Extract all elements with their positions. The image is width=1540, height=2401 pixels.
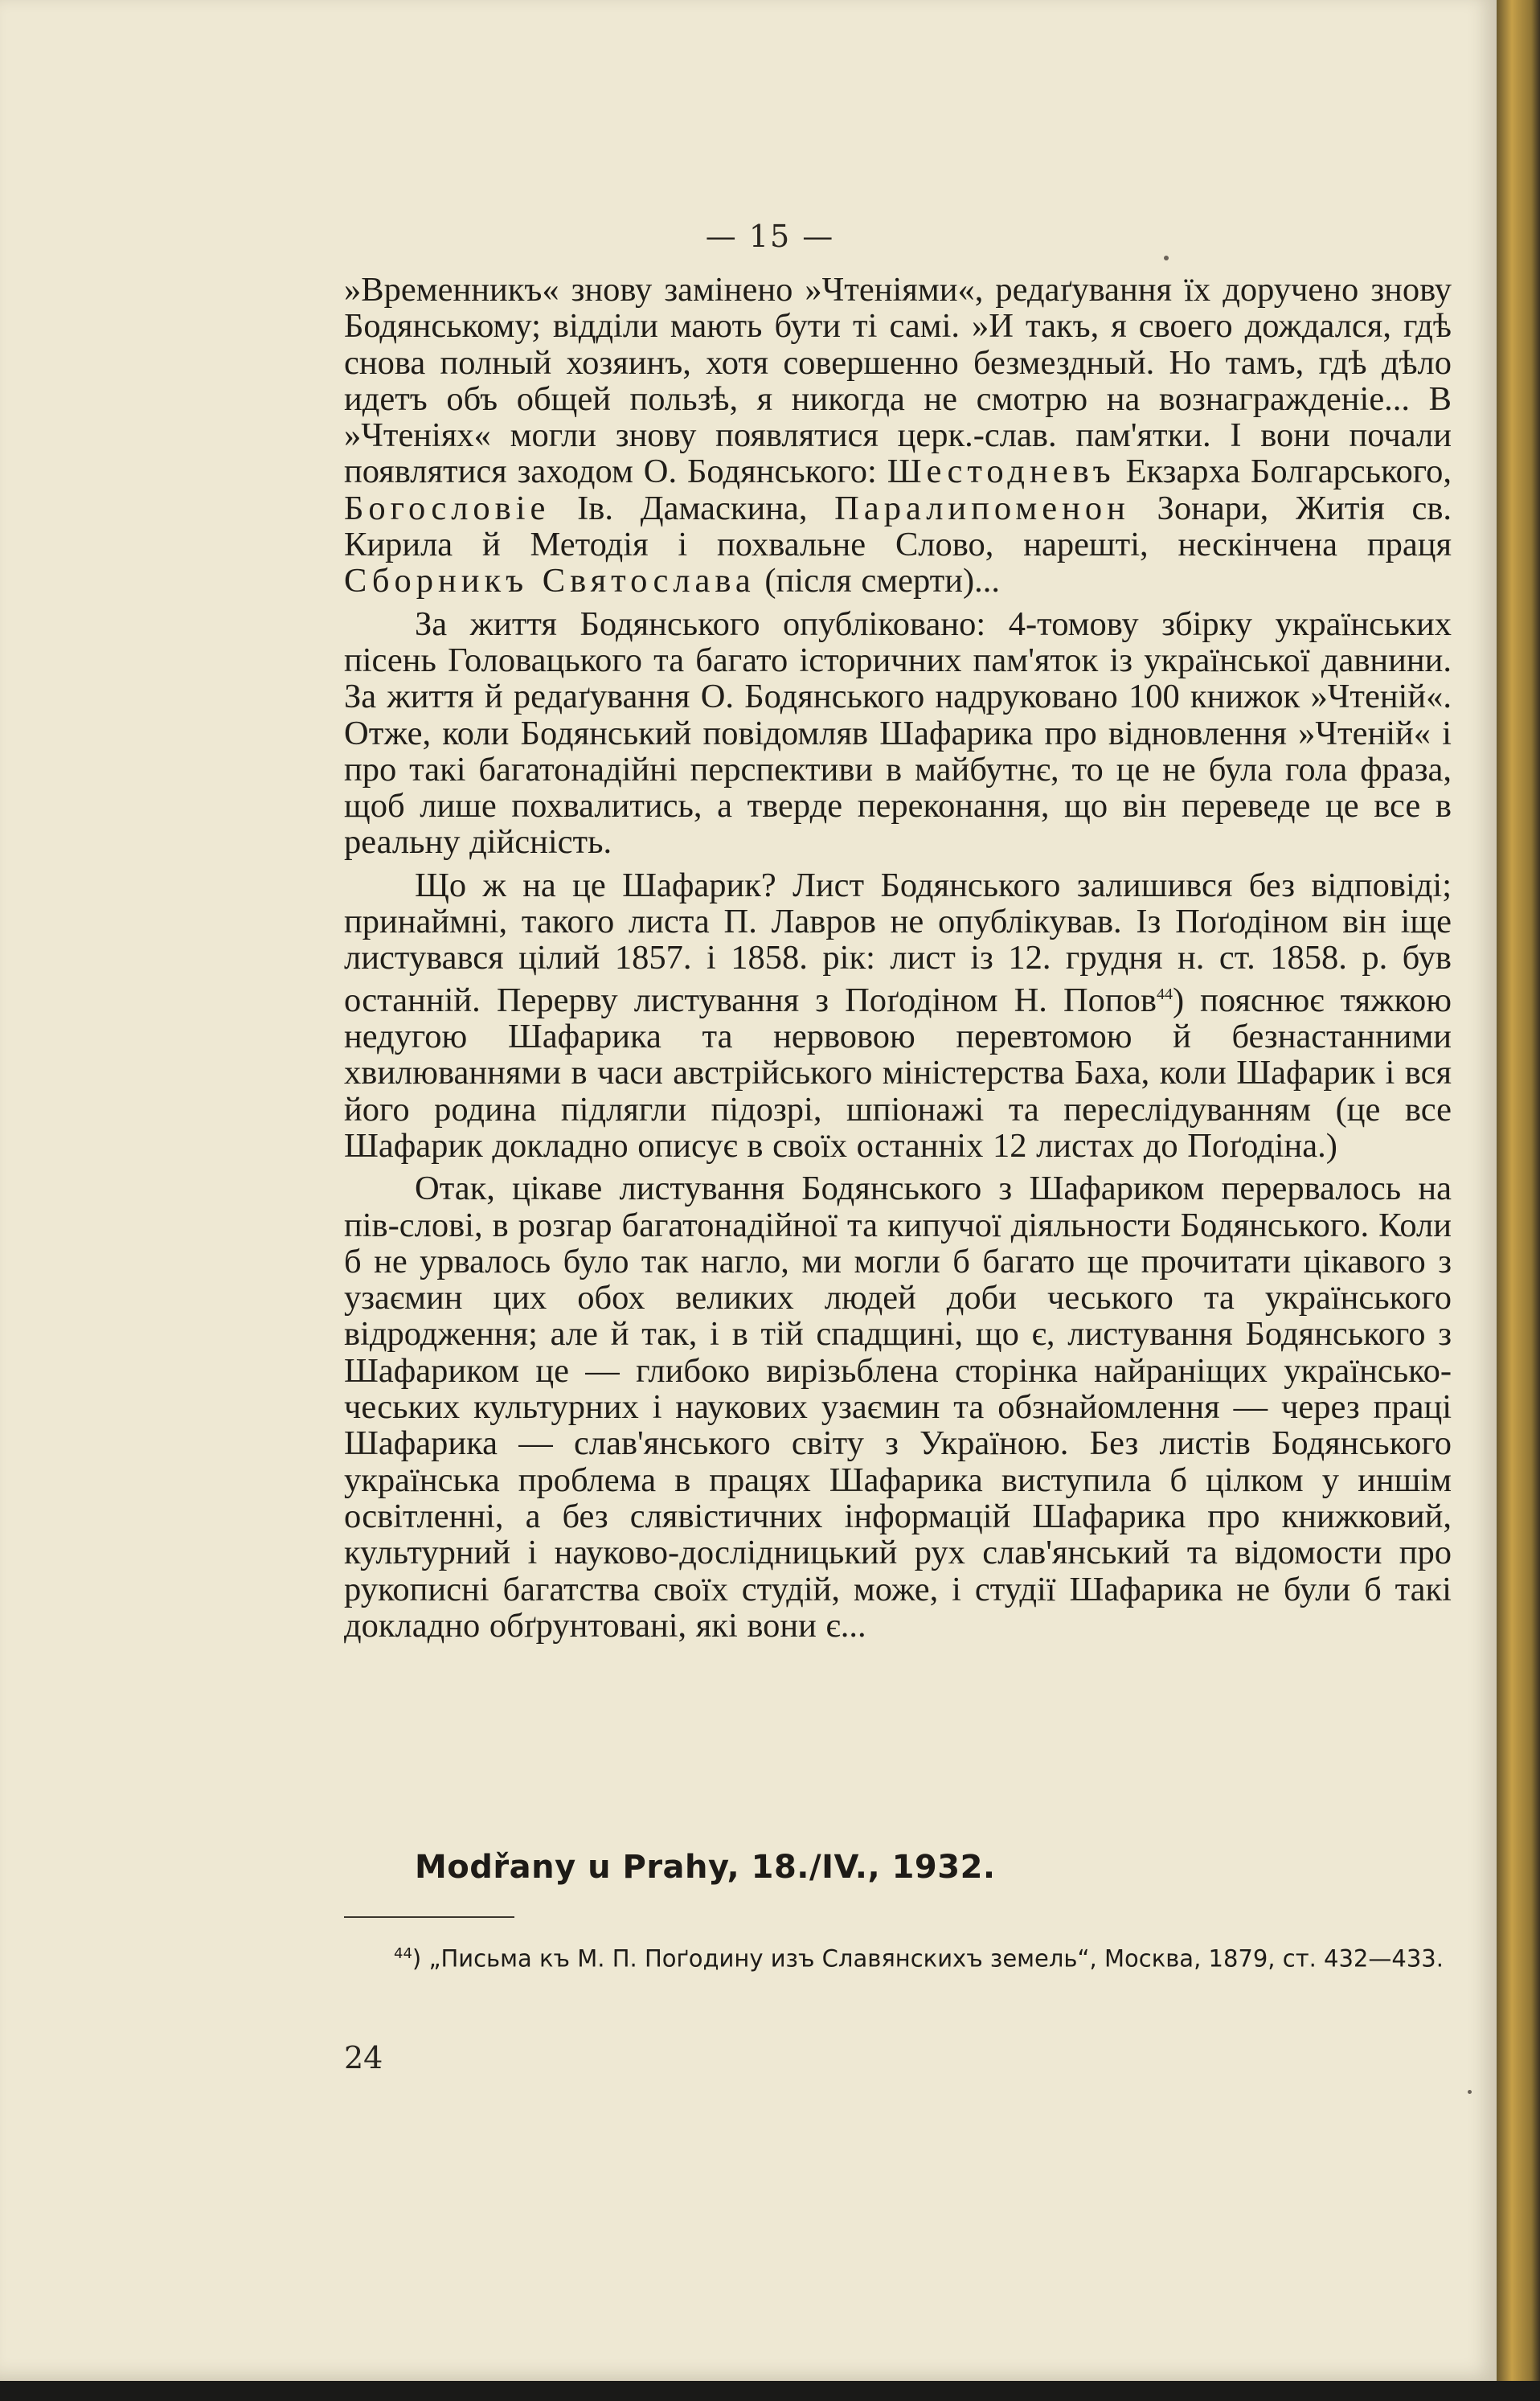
place-date-signature: Modřany u Prahy, 18./IV., 1932. — [415, 1849, 996, 1886]
page-number: — 15 — — [705, 219, 835, 254]
paragraph-1-text: »Временникъ« знову замінено »Чтеніями«, редаґування їх доручено знову Бодянському; відділи мають бути ті самі. »И такъ, я своего дождался, гдѣ снова полный хозяинъ, хотя совершенно безмездный. Но тамъ, гдѣ дѣло идетъ объ общей пользѣ, я никогда не смотрю на вознагражденіе... В »Чтеніях« могли знову появлятися церк.-слав. пам'ятки. І вони почали появлятися заходом О. Бодянського: — [344, 271, 1452, 491]
paragraph-2: За життя Бодянського опубліковано: 4-томову збірку українських пісень Головацького та багато історичних пам'яток із української давнини. За життя й редаґування О. Бодянського надруковано 100 книжок »Чтеній«. Отже, коли Бодянський повідомляв Шафарика про відновлення »Чтеній« і про такі багатонадійні перспективи в майбутнє, то це не була гола фраза, щоб лише похвалитись, а тверде переконання, що він переведе це все в реальну дійсність. — [344, 604, 1452, 862]
work-title-bogoslovie: Богословіе — [344, 489, 551, 527]
paragraph-3 — [344, 867, 1452, 1165]
main-text — [344, 272, 1452, 1650]
footnote-marker: 44 — [394, 1945, 412, 1962]
paragraph-3-text: ) пояснює тяжкою недугою Шафарика та нервовою перевтомою й безнастанними хвилюваннями в часи австрійського міністерства Баха, коли Шафарик і вся його родина підлягли підозрі, шпіонажі та переслідуванням (це все Шафарик докладно описує в своїх останніх 12 листах до Поґодіна.) — [344, 981, 1452, 1165]
book-spine-edge — [1497, 0, 1540, 2401]
paragraph-1-text: Екзарха Болгарського, — [1115, 453, 1452, 491]
footnote-reference-44: 44 — [1156, 985, 1173, 1003]
paragraph-3-text: Що ж на це Шафарик? Лист Бодянського залишився без відповіді; принаймні, такого листа П. Лавров не опублікував. Із Поґодіном він іще листувався цілий 1857. і 1858. рік: лист із 12. грудня н. ст. 1858. р. був останній. Перерву листування з Поґодіном Н. Попов — [344, 866, 1452, 1019]
speck-mark — [1468, 2090, 1472, 2094]
printer-signature-number: 24 — [344, 2040, 383, 2075]
paragraph-1-text: (після смерти)... — [755, 562, 1000, 600]
work-title-shestodnev: Шестодневъ — [887, 453, 1116, 491]
paragraph-1 — [344, 272, 1452, 600]
footnote-text: ) „Письма къ М. П. Поґодину изъ Славянскихъ земель“, Москва, 1879, ст. 432—433. — [412, 1944, 1444, 1973]
work-title-sbornik: Сборникъ Святослава — [344, 562, 756, 600]
footnote-divider — [344, 1916, 514, 1918]
paragraph-1-text: Ів. Дамаскина, — [550, 489, 835, 527]
paragraph-4: Отак, цікаве листування Бодянського з Шафариком перервалось на пів-слові, в розгар багатонадійної та кипучої діяльности Бодянського. Коли б не урвалось було так нагло, ми могли б багато ще прочитати цікавого з узаємин цих обох великих людей доби чеського та українського відродження; але й так, і в тій спадщині, що є, листування Бодянського з Шафариком це — глибоко вирізьблена сторінка найраніщих українсько-чеських культурних і наукових узаємин та обзнайомлення — через праці Шафарика — слав'янського світу з Україною. Без листів Бодянського українська проблема в працях Шафарика виступила б цілком у иншім освітленні, а без слявістичних інформацій Шафарика про книжковий, культурний і науково-дослідницький рух слав'янський та відомости про рукописні багатства своїх студій, може, і студії Шафарика не були б такі докладно обґрунтовані, які вони є... — [344, 1170, 1452, 1645]
paragraph-1-text: Зонари, Житія св. Кирила й Методія і похвальне Слово, нарешті, нескінчена праця — [344, 489, 1452, 564]
page-bottom-edge — [0, 2381, 1540, 2401]
footnote-44 — [344, 1940, 1452, 1973]
speck-mark — [1164, 256, 1169, 260]
work-title-paralipomenon: Паралипоменон — [834, 489, 1130, 527]
